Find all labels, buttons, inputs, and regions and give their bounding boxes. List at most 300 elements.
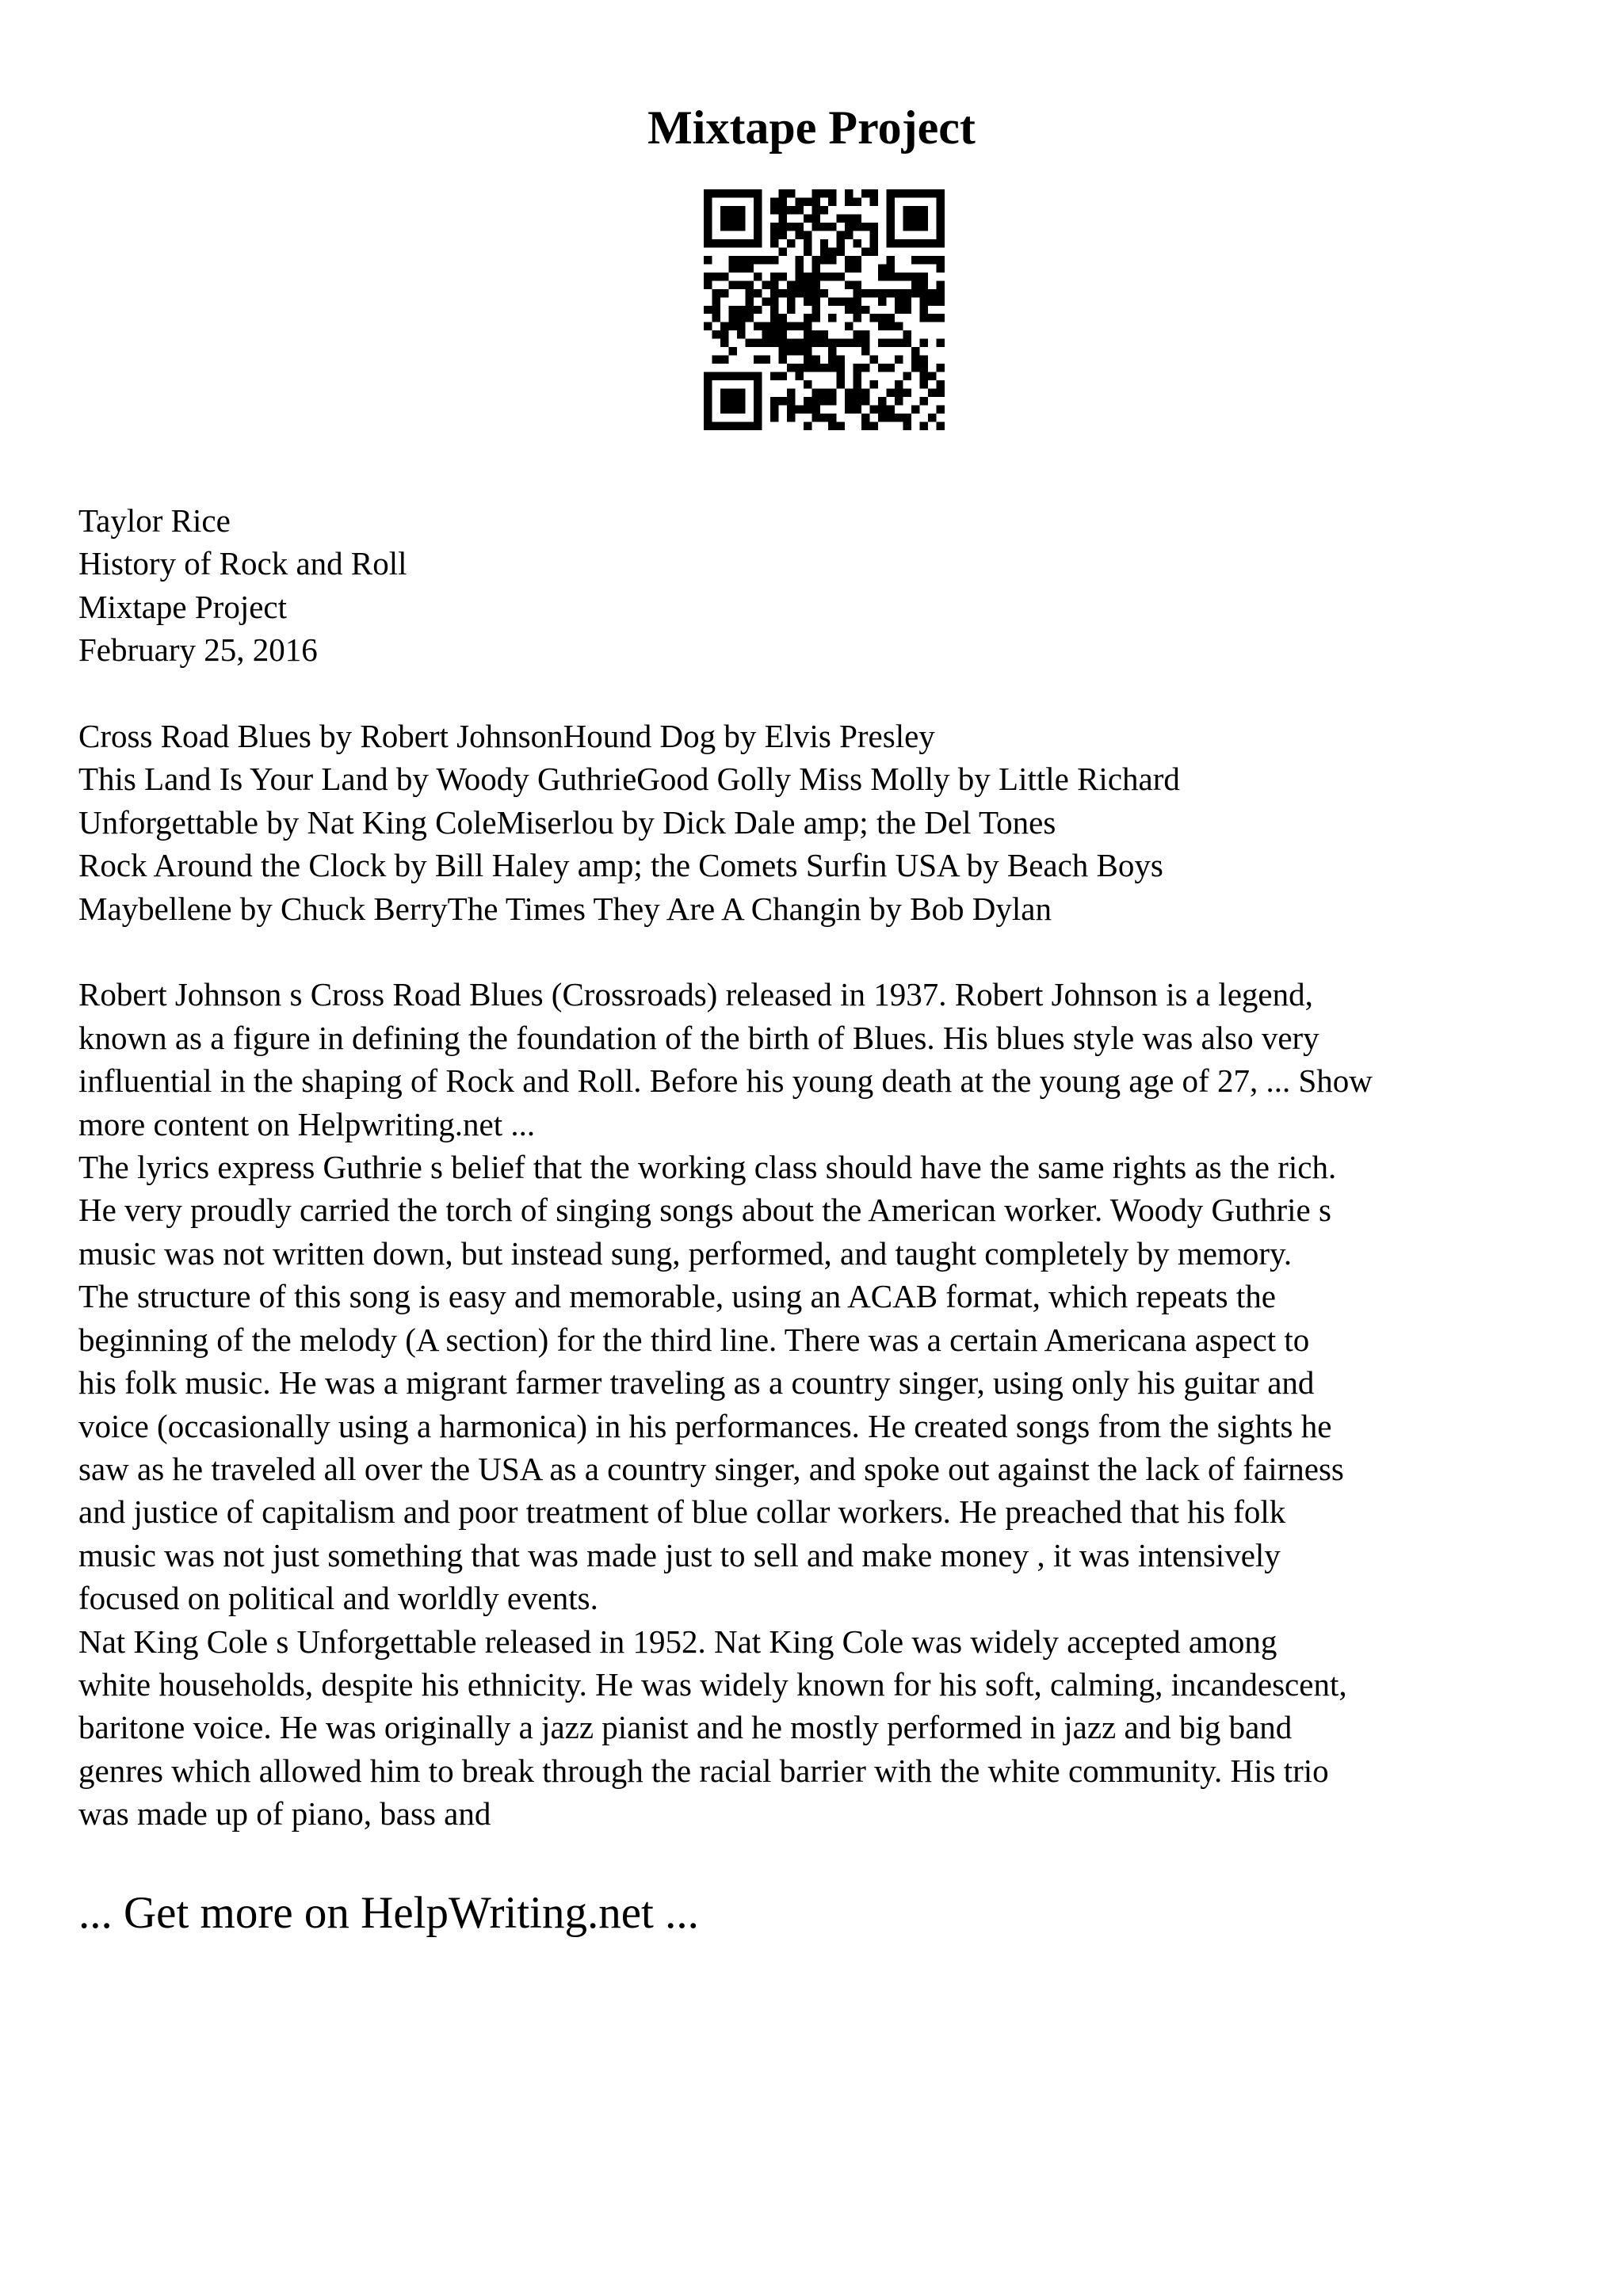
qr-module: [937, 297, 945, 305]
qr-module: [795, 256, 803, 264]
qr-module: [837, 380, 845, 388]
qr-module: [854, 306, 861, 314]
paragraph-nat-king-cole: [78, 1620, 1568, 1836]
qr-module: [762, 356, 769, 364]
qr-module: [737, 306, 745, 314]
qr-module: [770, 306, 778, 314]
qr-module: [737, 239, 745, 247]
paragraph-line: and justice of capitalism and poor treatment of blue collar workers. He preached that his folk: [78, 1493, 1286, 1531]
qr-module: [887, 414, 895, 421]
qr-module: [920, 189, 928, 197]
qr-module: [712, 422, 720, 430]
qr-module: [754, 339, 762, 347]
qr-module: [887, 206, 895, 214]
author-name: Taylor Rice: [78, 502, 231, 539]
qr-module: [887, 239, 895, 247]
qr-module: [895, 189, 903, 197]
qr-module: [762, 339, 769, 347]
qr-module: [887, 223, 895, 231]
qr-module: [787, 189, 795, 197]
qr-module: [754, 397, 762, 405]
qr-module: [870, 314, 878, 322]
qr-module: [828, 223, 836, 231]
qr-module: [820, 247, 828, 255]
qr-module: [861, 306, 869, 314]
qr-module: [728, 389, 736, 397]
paragraph-line: He very proudly carried the torch of singing songs about the American worker. Woody Guthrie s: [78, 1192, 1331, 1229]
qr-module: [804, 297, 812, 305]
qr-module: [728, 406, 736, 414]
qr-module: [762, 280, 769, 288]
qr-module: [820, 414, 828, 421]
qr-module: [804, 247, 812, 255]
qr-module: [720, 289, 728, 297]
qr-module: [754, 223, 762, 231]
qr-module: [728, 397, 736, 405]
qr-module: [737, 256, 745, 264]
qr-module: [787, 206, 795, 214]
qr-module: [920, 297, 928, 305]
qr-module: [854, 197, 861, 205]
qr-module: [812, 414, 819, 421]
qr-module: [911, 214, 919, 222]
qr-module: [754, 414, 762, 421]
qr-module: [720, 214, 728, 222]
qr-module: [787, 397, 795, 405]
qr-module: [870, 231, 878, 238]
qr-module: [878, 414, 886, 421]
qr-module: [770, 223, 778, 231]
qr-module: [820, 239, 828, 247]
qr-module: [795, 339, 803, 347]
qr-module: [754, 389, 762, 397]
qr-module: [911, 223, 919, 231]
qr-module: [920, 380, 928, 388]
qr-module: [870, 380, 878, 388]
qr-module: [878, 264, 886, 272]
qr-module: [745, 314, 753, 322]
qr-module: [787, 389, 795, 397]
qr-module: [920, 289, 928, 297]
qr-module: [737, 330, 745, 338]
qr-module: [812, 397, 819, 405]
qr-module: [762, 322, 769, 330]
spacer: [78, 930, 1568, 973]
qr-module: [854, 389, 861, 397]
qr-module: [937, 422, 945, 430]
get-more-link[interactable]: ... Get more on HelpWriting.net ...: [78, 1888, 699, 1938]
qr-module: [937, 339, 945, 347]
qr-module: [820, 339, 828, 347]
qr-module: [920, 314, 928, 322]
qr-module: [887, 389, 895, 397]
qr-module: [745, 306, 753, 314]
qr-module: [745, 264, 753, 272]
qr-module: [895, 356, 903, 364]
qr-module: [937, 406, 945, 414]
qr-module: [720, 206, 728, 214]
qr-module: [778, 214, 786, 222]
qr-module: [778, 189, 786, 197]
qr-module: [754, 289, 762, 297]
qr-module: [920, 397, 928, 405]
qr-module: [745, 239, 753, 247]
qr-module: [878, 397, 886, 405]
qr-module: [812, 197, 819, 205]
qr-module: [937, 256, 945, 264]
qr-module: [845, 264, 853, 272]
qr-module: [712, 330, 720, 338]
qr-module: [704, 231, 712, 238]
qr-module: [728, 280, 736, 288]
qr-module: [754, 239, 762, 247]
qr-module: [704, 406, 712, 414]
qr-module: [754, 273, 762, 280]
qr-module: [770, 273, 778, 280]
qr-module: [870, 406, 878, 414]
qr-module: [887, 256, 895, 264]
qr-module: [720, 372, 728, 380]
qr-module: [937, 197, 945, 205]
paragraph-line: music was not just something that was made just to sell and make money , it was intensively: [78, 1536, 1281, 1573]
qr-module: [895, 306, 903, 314]
qr-module: [854, 339, 861, 347]
qr-module: [903, 339, 911, 347]
qr-module: [861, 414, 869, 421]
qr-module: [704, 223, 712, 231]
qr-module: [704, 380, 712, 388]
qr-module: [861, 339, 869, 347]
qr-module: [778, 356, 786, 364]
qr-module: [778, 372, 786, 380]
qr-module: [903, 306, 911, 314]
qr-module: [861, 247, 869, 255]
qr-module: [770, 339, 778, 347]
qr-module: [854, 314, 861, 322]
qr-module: [720, 356, 728, 364]
qr-module: [720, 339, 728, 347]
qr-module: [928, 389, 936, 397]
qr-module: [845, 306, 853, 314]
qr-module: [704, 306, 712, 314]
qr-module: [778, 289, 786, 297]
qr-module: [928, 372, 936, 380]
qr-module: [754, 372, 762, 380]
qr-module: [737, 406, 745, 414]
song-list-line: This Land Is Your Land by Woody GuthrieGood Golly Miss Molly by Little Richard: [78, 761, 1180, 798]
qr-module: [928, 289, 936, 297]
qr-module: [728, 422, 736, 430]
qr-module: [704, 256, 712, 264]
qr-module: [861, 364, 869, 372]
qr-module: [911, 280, 919, 288]
qr-module: [870, 422, 878, 430]
qr-module: [920, 339, 928, 347]
qr-module: [828, 389, 836, 397]
qr-code-icon: [704, 189, 945, 430]
qr-module: [887, 339, 895, 347]
song-list: [78, 715, 1568, 930]
qr-module: [712, 306, 720, 314]
qr-module: [804, 214, 812, 222]
qr-module: [887, 322, 895, 330]
qr-module: [787, 289, 795, 297]
qr-module: [720, 397, 728, 405]
qr-module: [737, 422, 745, 430]
qr-module: [887, 264, 895, 272]
qr-module: [837, 339, 845, 347]
qr-module: [845, 280, 853, 288]
qr-module: [920, 280, 928, 288]
qr-module: [911, 347, 919, 355]
qr-module: [820, 256, 828, 264]
qr-module: [937, 314, 945, 322]
qr-module: [920, 356, 928, 364]
qr-module: [845, 223, 853, 231]
qr-module: [887, 231, 895, 238]
document-body: [78, 499, 1568, 1836]
qr-module: [887, 197, 895, 205]
qr-module: [903, 273, 911, 280]
qr-module: [920, 223, 928, 231]
qr-module: [778, 339, 786, 347]
qr-module: [812, 273, 819, 280]
qr-module: [804, 356, 812, 364]
paragraph-line: was made up of piano, bass and: [78, 1795, 491, 1833]
paragraph-line: Robert Johnson s Cross Road Blues (Crossroads) released in 1937. Robert Johnson is a legend,: [78, 976, 1313, 1013]
qr-module: [787, 306, 795, 314]
qr-module: [861, 422, 869, 430]
qr-module: [928, 189, 936, 197]
qr-module: [704, 239, 712, 247]
qr-module: [937, 239, 945, 247]
qr-module: [720, 406, 728, 414]
qr-module: [845, 339, 853, 347]
qr-module: [895, 322, 903, 330]
qr-module: [837, 239, 845, 247]
qr-module: [937, 280, 945, 288]
qr-module: [870, 247, 878, 255]
header-info: [78, 499, 1568, 672]
qr-module: [870, 197, 878, 205]
qr-module: [895, 380, 903, 388]
paragraph-line: The structure of this song is easy and memorable, using an ACAB format, which repeats the: [78, 1278, 1276, 1315]
qr-module: [728, 314, 736, 322]
qr-module: [728, 264, 736, 272]
qr-module: [837, 231, 845, 238]
qr-module: [895, 389, 903, 397]
qr-module: [770, 414, 778, 421]
paragraph-line: The lyrics express Guthrie s belief that the working class should have the same rights as the rich.: [78, 1149, 1337, 1186]
paragraph-line: music was not written down, but instead sung, performed, and taught completely by memory.: [78, 1234, 1293, 1272]
qr-module: [754, 197, 762, 205]
qr-module: [837, 297, 845, 305]
qr-module: [920, 364, 928, 372]
qr-module: [837, 356, 845, 364]
qr-module: [778, 322, 786, 330]
qr-module: [704, 197, 712, 205]
qr-module: [770, 406, 778, 414]
qr-module: [712, 239, 720, 247]
qr-module: [804, 314, 812, 322]
paragraph-line: Nat King Cole s Unforgettable released in 1952. Nat King Cole was widely accepted among: [78, 1623, 1277, 1660]
qr-module: [728, 347, 736, 355]
qr-module: [770, 314, 778, 322]
qr-module: [845, 197, 853, 205]
qr-module: [787, 414, 795, 421]
qr-module: [712, 356, 720, 364]
qr-module: [812, 214, 819, 222]
qr-module: [920, 214, 928, 222]
qr-module: [937, 231, 945, 238]
paragraph-robert-johnson: [78, 973, 1568, 1146]
qr-module: [795, 280, 803, 288]
qr-module: [704, 214, 712, 222]
qr-module: [837, 372, 845, 380]
qr-module: [728, 372, 736, 380]
qr-module: [778, 397, 786, 405]
qr-module: [928, 256, 936, 264]
qr-module: [845, 231, 853, 238]
qr-module: [845, 322, 853, 330]
qr-module: [837, 247, 845, 255]
qr-module: [812, 223, 819, 231]
qr-module: [778, 273, 786, 280]
qr-module: [804, 322, 812, 330]
qr-module: [928, 414, 936, 421]
qr-module: [937, 364, 945, 372]
qr-module: [903, 414, 911, 421]
qr-module: [854, 214, 861, 222]
qr-module: [770, 289, 778, 297]
qr-module: [754, 422, 762, 430]
song-list-line: Cross Road Blues by Robert JohnsonHound Dog by Elvis Presley: [78, 718, 935, 755]
qr-module: [820, 223, 828, 231]
qr-module: [828, 197, 836, 205]
qr-module: [787, 223, 795, 231]
qr-module: [770, 280, 778, 288]
qr-module: [704, 422, 712, 430]
qr-module: [854, 264, 861, 272]
song-list-line: Unforgettable by Nat King ColeMiserlou by Dick Dale amp; the Del Tones: [78, 803, 1056, 841]
qr-module: [895, 239, 903, 247]
qr-module: [903, 389, 911, 397]
qr-module: [712, 273, 720, 280]
qr-module: [903, 223, 911, 231]
qr-module: [795, 231, 803, 238]
qr-module: [854, 289, 861, 297]
qr-module: [737, 397, 745, 405]
qr-module: [911, 406, 919, 414]
qr-module: [903, 189, 911, 197]
qr-module: [737, 223, 745, 231]
qr-module: [737, 280, 745, 288]
qr-module: [854, 380, 861, 388]
qr-module: [728, 223, 736, 231]
qr-module: [911, 239, 919, 247]
qr-module: [820, 289, 828, 297]
paragraph-line: more content on Helpwriting.net ...: [78, 1105, 536, 1142]
qr-module: [704, 273, 712, 280]
qr-module: [787, 297, 795, 305]
qr-module: [795, 206, 803, 214]
qr-module: [887, 364, 895, 372]
document-title: Mixtape Project: [647, 101, 976, 154]
qr-module: [804, 289, 812, 297]
qr-module: [804, 239, 812, 247]
qr-module: [895, 414, 903, 421]
qr-module: [895, 297, 903, 305]
qr-module: [804, 397, 812, 405]
qr-module: [804, 406, 812, 414]
qr-module: [795, 347, 803, 355]
qr-module: [845, 406, 853, 414]
qr-module: [770, 206, 778, 214]
qr-module: [903, 330, 911, 338]
qr-module: [745, 422, 753, 430]
qr-module: [854, 280, 861, 288]
qr-module: [928, 314, 936, 322]
qr-module: [754, 306, 762, 314]
qr-module: [787, 347, 795, 355]
qr-module: [920, 422, 928, 430]
qr-module: [937, 380, 945, 388]
qr-module: [878, 364, 886, 372]
qr-module: [903, 239, 911, 247]
qr-module: [754, 231, 762, 238]
qr-module: [937, 206, 945, 214]
qr-module: [770, 197, 778, 205]
qr-module: [787, 239, 795, 247]
qr-module: [804, 273, 812, 280]
qr-module: [712, 289, 720, 297]
qr-module: [795, 364, 803, 372]
qr-module: [720, 223, 728, 231]
qr-module: [828, 247, 836, 255]
qr-module: [795, 372, 803, 380]
qr-module: [770, 397, 778, 405]
qr-module: [812, 256, 819, 264]
qr-module: [911, 364, 919, 372]
qr-module: [737, 322, 745, 330]
qr-module: [728, 206, 736, 214]
paragraph-line: influential in the shaping of Rock and Roll. Before his young death at the young age of 27, ... Show: [78, 1062, 1373, 1100]
qr-module: [804, 422, 812, 430]
qr-module: [828, 273, 836, 280]
qr-module: [820, 273, 828, 280]
qr-module: [937, 264, 945, 272]
qr-module: [828, 414, 836, 421]
qr-module: [804, 380, 812, 388]
qr-module: [854, 330, 861, 338]
qr-module: [745, 289, 753, 297]
qr-module: [795, 289, 803, 297]
qr-module: [887, 406, 895, 414]
qr-module: [812, 306, 819, 314]
qr-module: [937, 389, 945, 397]
qr-module: [837, 214, 845, 222]
qr-module: [937, 189, 945, 197]
qr-module: [828, 189, 836, 197]
qr-module: [770, 372, 778, 380]
qr-module: [812, 406, 819, 414]
qr-module: [737, 314, 745, 322]
qr-module: [861, 389, 869, 397]
qr-module: [737, 264, 745, 272]
paragraph-line: focused on political and worldly events.: [78, 1580, 598, 1617]
qr-module: [795, 264, 803, 272]
qr-module: [720, 322, 728, 330]
